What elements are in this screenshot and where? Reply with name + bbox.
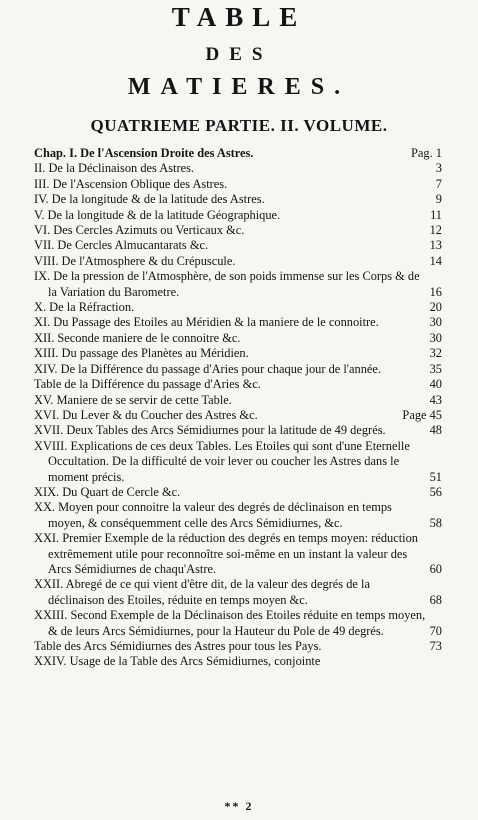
toc-entry xyxy=(34,177,442,192)
toc-entry-page: 51 xyxy=(429,469,442,484)
toc-entry-text: III. De l'Ascension Oblique des Astres. xyxy=(34,176,228,191)
toc-entry xyxy=(34,408,442,423)
toc-entry-text: XIX. Du Quart de Cercle &c. xyxy=(34,484,181,499)
toc-entry-text: XVIII. Explications de ces deux Tables. Les Etoiles qui sont d'une Eternelle Occultation. De la difficulté de voir lever ou coucher les Astres dans le moment précis. xyxy=(34,438,410,484)
toc-entry-page: 30 xyxy=(429,315,442,330)
toc-entry xyxy=(34,439,442,485)
toc-entry xyxy=(34,654,442,669)
toc-entry xyxy=(34,223,442,238)
toc-entry-text: XXIV. Usage de la Table des Arcs Sémidiurnes, conjointe xyxy=(34,654,321,669)
toc-entry-page: 9 xyxy=(435,192,442,207)
toc-entry xyxy=(34,531,442,577)
toc-entry-text: V. De la longitude & de la latitude Géographique. xyxy=(34,207,281,222)
toc-entry-text: XI. Du Passage des Etoiles au Méridien & la maniere de le connoitre. xyxy=(34,315,379,330)
toc-entry-text: XXII. Abregé de ce qui vient d'être dit, de la valeur des degrés de la déclinaison des Etoiles, réduite en temps moyen &c. xyxy=(34,577,370,607)
toc-entry-page: 35 xyxy=(429,361,442,376)
toc-entry-text: VIII. De l'Atmosphere & du Crépuscule. xyxy=(34,253,236,268)
toc-entry-text: XVI. Du Lever & du Coucher des Astres &c. xyxy=(34,407,258,422)
toc-entry-text: VII. De Cercles Almucantarats &c. xyxy=(34,238,209,253)
toc-entry-text: XII. Seconde maniere de le connoitre &c. xyxy=(34,330,241,345)
toc-entry xyxy=(34,423,442,438)
toc-entry-text: XIV. De la Différence du passage d'Aries pour chaque jour de l'année. xyxy=(34,361,382,376)
toc-entry xyxy=(34,362,442,377)
toc-entry-page: 73 xyxy=(429,639,442,653)
table-of-contents xyxy=(34,146,442,670)
toc-entry-page: 3 xyxy=(435,161,442,176)
signature-mark: ** 2 xyxy=(224,799,254,813)
toc-entry-page: 58 xyxy=(429,515,442,530)
toc-entry-text: XXI. Premier Exemple de la réduction des degrés en temps moyen: réduction extrêmement utile pour reconnoître soi-même en un instant la valeur des Arcs Sémidiurnes de chaqu'Astre. xyxy=(34,531,418,576)
toc-entry-page: 56 xyxy=(429,484,442,499)
toc-entry-text: XIII. Du passage des Planètes au Méridien. xyxy=(34,346,249,361)
toc-entry-page: 30 xyxy=(429,330,442,345)
heading-des: DES xyxy=(205,44,273,65)
toc-entry-page: 40 xyxy=(429,377,442,392)
toc-entry-page: 43 xyxy=(429,392,442,407)
toc-entry-text: XVII. Deux Tables des Arcs Sémidiurnes pour la latitude de 49 degrés. xyxy=(34,423,386,438)
toc-entry-text: XV. Maniere de se servir de cette Table. xyxy=(34,392,232,407)
toc-entry-page: 14 xyxy=(429,253,442,268)
toc-entry-page: 16 xyxy=(429,284,442,299)
toc-entry xyxy=(34,639,442,654)
toc-entry-page: 20 xyxy=(429,300,442,315)
toc-entry-page: Pag. 1 xyxy=(411,146,442,160)
toc-entry-page: 68 xyxy=(429,592,442,607)
toc-entry xyxy=(34,331,442,346)
toc-entry-text: XX. Moyen pour connoitre la valeur des degrés de déclinaison en temps moyen, & conséquemment celle des Arcs Sémidiurnes, &c. xyxy=(34,500,392,530)
toc-entry xyxy=(34,269,442,300)
toc-entry xyxy=(34,577,442,608)
toc-entry xyxy=(34,377,442,392)
toc-entry xyxy=(34,238,442,253)
heading-table: TABLE xyxy=(171,2,307,32)
toc-entry-page: 32 xyxy=(429,346,442,361)
toc-entry-text: XXIII. Second Exemple de la Déclinaison des Etoiles réduite en temps moyen, & de leurs Arcs Sémidiurnes, pour la Hauteur du Pole de 49 degrés. xyxy=(34,608,426,638)
toc-entry-text: Chap. I. De l'Ascension Droite des Astres. xyxy=(34,146,254,160)
toc-entry-page: 12 xyxy=(429,223,442,238)
toc-entry xyxy=(34,300,442,315)
toc-entry xyxy=(34,161,442,176)
toc-entry xyxy=(34,608,442,639)
toc-entry xyxy=(34,315,442,330)
toc-entry-text: IX. De la pression de l'Atmosphère, de son poids immense sur les Corps & de la Variation du Barometre. xyxy=(34,269,420,299)
toc-entry-page: 13 xyxy=(429,238,442,253)
toc-entry xyxy=(34,208,442,223)
toc-entry xyxy=(34,485,442,500)
heading-part-volume: QUATRIEME PARTIE. II. VOLUME. xyxy=(90,116,388,135)
toc-entry-page: Page 45 xyxy=(402,407,442,422)
toc-entry-text: IV. De la longitude & de la latitude des Astres. xyxy=(34,192,265,207)
toc-entry xyxy=(34,146,442,161)
toc-entry-page: 11 xyxy=(430,207,442,222)
toc-entry-text: II. De la Déclinaison des Astres. xyxy=(34,161,195,176)
toc-entry xyxy=(34,346,442,361)
toc-entry-text: X. De la Réfraction. xyxy=(34,300,135,315)
toc-entry-page: 7 xyxy=(435,176,442,191)
toc-entry xyxy=(34,500,442,531)
toc-entry-page: 60 xyxy=(429,561,442,576)
toc-entry-page: 70 xyxy=(429,623,442,638)
toc-entry xyxy=(34,254,442,269)
toc-entry-text: VI. Des Cercles Azimuts ou Verticaux &c. xyxy=(34,223,245,238)
toc-entry-page: 48 xyxy=(429,423,442,438)
toc-entry-text: Table de la Différence du passage d'Aries &c. xyxy=(34,377,261,392)
toc-entry xyxy=(34,192,442,207)
toc-entry-text: Table des Arcs Sémidiurnes des Astres pour tous les Pays. xyxy=(34,639,322,653)
heading-matieres: MATIERES. xyxy=(127,74,351,100)
toc-entry xyxy=(34,393,442,408)
